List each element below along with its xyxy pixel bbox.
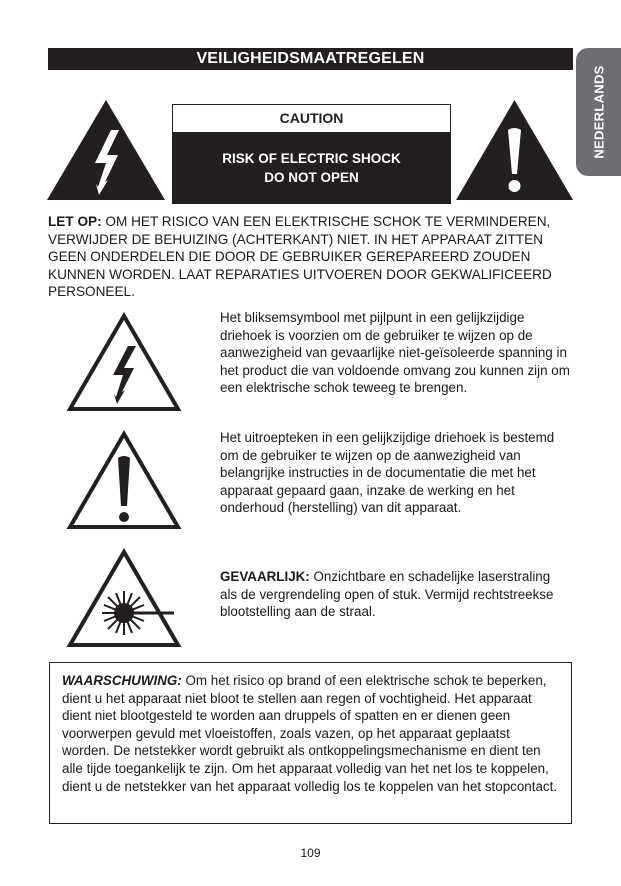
caution-box <box>172 104 451 204</box>
language-tab <box>576 48 621 176</box>
lightning-warning-icon-small <box>66 312 182 413</box>
warning-text: Om het risico op brand of een elektrische schok te beperken, dient u het apparaat niet bloot te stellen aan regen of vochtigheid. Het apparaat dient niet blootgesteld te worden aan druppels of spatten en er dienen geen voorwerpen gevuld met vloeistoffen, zoals vazen, op het apparaat geplaatst worden. De netstekker wordt gebruikt als ontkoppelingsmechanisme en dient ten alle tijde toegankelijk te zijn. Om het apparaat volledig van het net los te koppelen, dient u de netstekker van het apparaat volledig los te koppelen van het stopcontact. <box>62 673 558 794</box>
page-number: 109 <box>300 846 321 860</box>
lightning-warning-icon <box>47 100 165 201</box>
language-tab-label: NEDERLANDS <box>591 65 606 159</box>
exclamation-description: Het uitroepteken in een gelijkzijdige driehoek is bestemd om de gebruiker te wijzen op de aanwezigheid van belangrijke instructies in de documentatie die met het apparaat gepaard gaan, inzake de werking en het onderhoud (herstelling) van dit apparaat. <box>220 430 555 516</box>
caution-line-2: DO NOT OPEN <box>264 169 359 185</box>
let-op-paragraph <box>48 213 578 301</box>
exclamation-warning-icon-small <box>66 430 182 531</box>
let-op-text: OM HET RISICO VAN EEN ELEKTRISCHE SCHOK TE VERMINDEREN, VERWIJDER DE BEHUIZING (ACHTERKANT) NIET. IN HET APPARAAT ZITTEN GEEN ONDERDELEN DIE DOOR DE GEBRUIKER GEREPAREERD ZOUDEN KUNNEN WORDEN. LAAT REPARATIES UITVOEREN DOOR GEKWALIFICEERD PERSONEEL. <box>48 214 552 300</box>
exclamation-warning-icon <box>456 100 573 201</box>
caution-heading: CAUTION <box>279 110 344 126</box>
laser-warning-icon <box>66 548 182 649</box>
caution-body <box>173 132 450 203</box>
warning-label: WAARSCHUWING: <box>62 673 182 688</box>
let-op-label: LET OP: <box>48 214 102 229</box>
caution-line-1: RISK OF ELECTRIC SHOCK <box>222 150 401 166</box>
page-title <box>48 48 573 70</box>
laser-description <box>220 568 570 621</box>
laser-text: Onzichtbare en schadelijke laserstraling als de vergrendeling open of stuk. Vermijd rechtstreekse blootstelling aan de straal. <box>220 569 554 620</box>
warning-box <box>49 662 572 824</box>
laser-label: GEVAARLIJK: <box>220 569 310 584</box>
lightning-description: Het bliksemsymbool met pijlpunt in een gelijkzijdige driehoek is voorzien om de gebruiker te wijzen op de aanwezigheid van gevaarlijke niet-geïsoleerde spanning in het product die van voldoende omvang zou kunnen zijn om een elektrische schok teweeg te brengen. <box>220 310 570 396</box>
page-title-text: VEILIGHEIDSMAATREGELEN <box>196 50 425 67</box>
